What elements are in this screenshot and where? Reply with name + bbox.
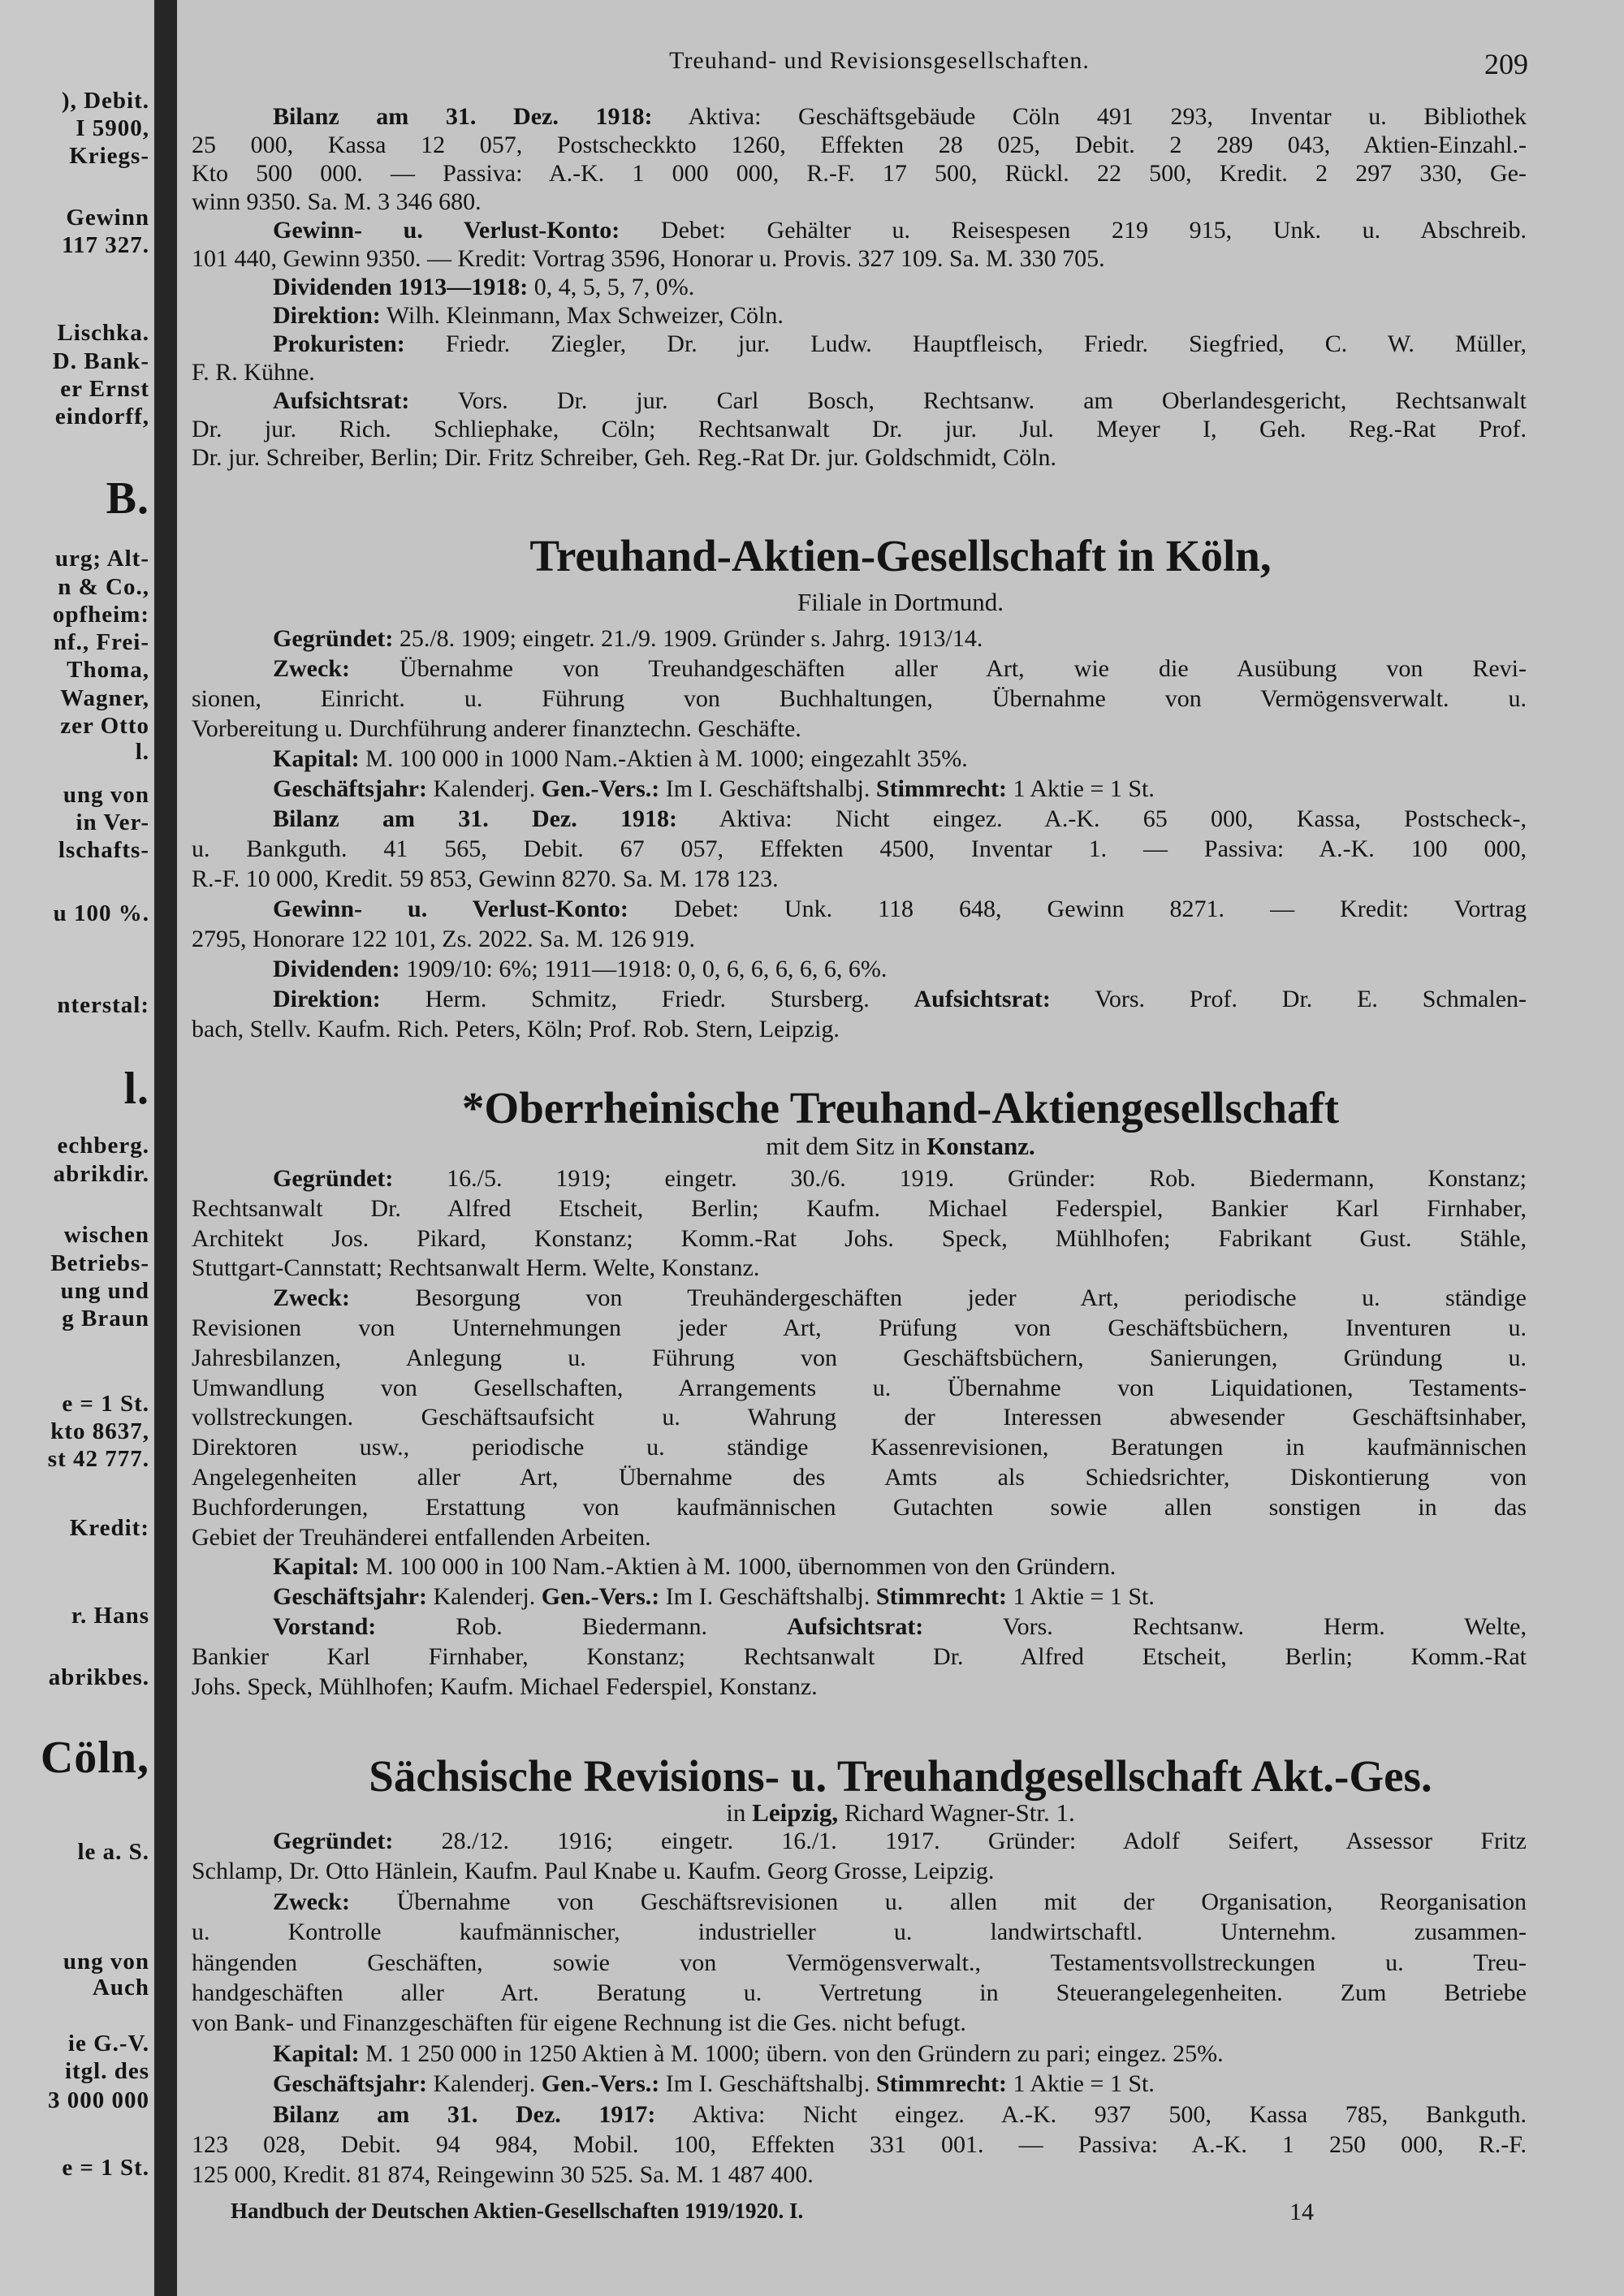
running-title: Treuhand- und Revisionsgesellschaften. (669, 47, 1090, 74)
bold-label: Gegründet: (273, 1165, 394, 1192)
text-segment: Vors. Prof. Dr. E. Schmalen- (1050, 986, 1527, 1012)
bold-label: Gen.-Vers.: (541, 2070, 660, 2098)
text-line (192, 744, 1527, 774)
text-line (192, 273, 1527, 301)
paragraph (192, 774, 1527, 804)
bold-label: Aufsichtsrat: (786, 1612, 924, 1640)
text-segment: Stuttgart-Cannstatt; Rechtsanwalt Herm. Welte, Konstanz. (192, 1254, 760, 1282)
fragment-text: Kredit: (69, 1515, 149, 1541)
text-line (192, 1552, 1527, 1582)
bold-label: Aufsichtsrat: (273, 387, 410, 414)
company-title: Treuhand-Aktien-Gesellschaft in Köln, (529, 531, 1272, 580)
entry-body (192, 102, 1527, 472)
text-line (192, 2008, 1527, 2038)
text-line (192, 1014, 1527, 1044)
fragment-text: n & Co., (58, 574, 149, 600)
fragment-text: I 5900, (76, 115, 149, 141)
bold-label: Kapital: (273, 2039, 360, 2067)
text-segment: Im I. Geschäftshalbj. (659, 775, 876, 802)
text-line (192, 864, 1527, 894)
text-segment: 123 028, Debit. 94 984, Mobil. 100, Effekten 331 001. — Passiva: A.-K. 1 250 000, R.-F. (192, 2130, 1527, 2158)
text-segment: Dr. jur. Rich. Schliephake, Cöln; Rechtsanwalt Dr. jur. Jul. Meyer I, Geh. Reg.-Rat Prof. (192, 416, 1527, 442)
text-line (192, 102, 1527, 131)
text-line (192, 358, 1527, 386)
company-subtitle (177, 1797, 1624, 1829)
document-page (177, 0, 1624, 2296)
bold-label: Gegründet: (273, 1828, 394, 1854)
paragraph (192, 2069, 1527, 2099)
text-segment: Im I. Geschäftshalbj. (659, 1583, 876, 1611)
text-line (192, 1433, 1527, 1463)
text-segment: Vorbereitung u. Durchführung anderer finanztechn. Geschäfte. (192, 715, 801, 742)
text-segment: Aktiva: Nicht eingez. A.-K. 65 000, Kassa, Postscheck-, (677, 805, 1527, 832)
text-segment: Friedr. Ziegler, Dr. jur. Ludw. Hauptfleisch, Friedr. Siegfried, C. W. Müller, (404, 330, 1527, 357)
fragment-text: abrikdir. (53, 1161, 149, 1187)
text-line (192, 924, 1527, 954)
text-segment: 16./5. 1919; eingetr. 30./6. 1919. Gründer: Rob. Biedermann, Konstanz; (393, 1165, 1527, 1192)
text-line (192, 1887, 1527, 1917)
bold-label: Gewinn- u. Verlust-Konto: (273, 217, 620, 244)
bold-label: Stimmrecht: (875, 1583, 1007, 1611)
fragment-text: g Braun (62, 1306, 149, 1331)
text-segment: in (726, 1798, 753, 1827)
fragment-text: nf., Frei- (53, 629, 149, 655)
bold-label: Leipzig, (752, 1798, 839, 1827)
fragment-text: itgl. des (64, 2058, 149, 2084)
company-subtitle (177, 1130, 1624, 1163)
entry-body (192, 1826, 1527, 2190)
text-segment: 101 440, Gewinn 9350. — Kredit: Vortrag 3596, Honorar u. Provis. 327 109. Sa. M. 330 705. (192, 245, 1105, 272)
paragraph (192, 330, 1527, 386)
text-line (192, 684, 1527, 714)
text-segment: 1909/10: 6%; 1911—1918: 0, 0, 6, 6, 6, 6, 6, 6%. (400, 956, 888, 982)
text-line (192, 834, 1527, 864)
text-line (192, 1978, 1527, 2008)
bold-label: Geschäftsjahr: (273, 2070, 427, 2098)
text-line (192, 2130, 1527, 2160)
fragment-text: Betriebs- (50, 1250, 149, 1276)
fragment-text: 3 000 000 (48, 2087, 149, 2113)
text-segment: vollstreckungen. Geschäftsaufsicht u. Wahrung der Interessen abwesender Geschäftsinhaber, (192, 1404, 1527, 1431)
bold-label: Konstanz. (926, 1132, 1035, 1160)
book-gutter (154, 0, 177, 2296)
bold-label: Gen.-Vers.: (541, 1583, 660, 1611)
text-segment: Aktiva: Nicht eingez. A.-K. 937 500, Kassa 785, Bankguth. (655, 2100, 1527, 2128)
page-number: 209 (1484, 48, 1528, 80)
bold-label: Vorstand: (273, 1612, 377, 1640)
text-segment: Rob. Biedermann. (376, 1612, 787, 1640)
paragraph (192, 1284, 1527, 1552)
fragment-text: Wagner, (60, 685, 149, 711)
fragment-text: r. Hans (71, 1603, 149, 1629)
fragment-text: l. (123, 1064, 149, 1114)
paragraph (192, 804, 1527, 894)
text-segment: Umwandlung von Gesellschaften, Arrangements u. Übernahme von Liquidationen, Testaments- (192, 1374, 1527, 1401)
text-segment: M. 100 000 in 100 Nam.-Aktien à M. 1000, übernommen von den Gründern. (359, 1553, 1116, 1581)
fragment-text: in Ver- (76, 809, 149, 835)
text-segment: Angelegenheiten aller Art, Übernahme des Amts als Schiedsrichter, Diskontierung von (192, 1463, 1527, 1491)
text-line (192, 624, 1527, 654)
text-segment: Aktiva: Geschäftsgebäude Cöln 491 293, Inventar u. Bibliothek (652, 103, 1527, 130)
text-segment: Kalenderj. (426, 2070, 542, 2098)
text-line (192, 1344, 1527, 1374)
text-segment: Kalenderj. (426, 775, 542, 802)
text-segment: R.-F. 10 000, Kredit. 59 853, Gewinn 8270. Sa. M. 178 123. (192, 865, 779, 892)
text-line (192, 443, 1527, 472)
fragment-text: u 100 %. (53, 900, 149, 926)
bold-label: Direktion: (273, 302, 381, 329)
text-segment: Bankier Karl Firnhaber, Konstanz; Rechtsanwalt Dr. Alfred Etscheit, Berlin; Komm.-Rat (192, 1642, 1527, 1670)
text-line (192, 415, 1527, 443)
bold-label: Gen.-Vers.: (541, 775, 660, 802)
fragment-text: ie G.-V. (67, 2031, 149, 2056)
text-line (192, 654, 1527, 684)
bold-label: Stimmrecht: (875, 775, 1007, 802)
bold-label: Dividenden 1913—1918: (273, 274, 529, 300)
page-footer (177, 2199, 1624, 2231)
text-segment: Revisionen von Unternehmungen jeder Art, Prüfung von Geschäftsbüchern, Inventuren u. (192, 1314, 1527, 1341)
text-line (192, 1284, 1527, 1314)
text-segment: Architekt Jos. Pikard, Konstanz; Komm.-Rat Johs. Speck, Mühlhofen; Fabrikant Gust. Stähle, (192, 1224, 1527, 1252)
paragraph (192, 984, 1527, 1044)
text-line (192, 1194, 1527, 1224)
text-line (192, 1917, 1527, 1947)
fragment-text: le a. S. (77, 1839, 149, 1865)
paragraph (192, 1612, 1527, 1702)
bold-label: Bilanz am 31. Dez. 1917: (273, 2100, 656, 2128)
fragment-text: st 42 777. (47, 1446, 149, 1472)
paragraph (192, 216, 1527, 273)
text-segment: 125 000, Kredit. 81 874, Reingewinn 30 525. Sa. M. 1 487 400. (192, 2161, 814, 2189)
paragraph (192, 102, 1527, 216)
footer-source: Handbuch der Deutschen Aktien-Gesellschaften 1919/1920. I. (231, 2199, 804, 2223)
company-subtitle (177, 586, 1624, 619)
text-line (192, 2069, 1527, 2099)
text-segment: Vors. Rechtsanw. Herm. Welte, (923, 1612, 1527, 1640)
text-line (192, 1582, 1527, 1612)
paragraph (192, 894, 1527, 954)
text-segment: M. 1 250 000 in 1250 Aktien à M. 1000; übern. von den Gründern zu pari; eingez. 25%. (359, 2039, 1224, 2067)
text-line (192, 1612, 1527, 1642)
text-segment: 1 Aktie = 1 St. (1006, 775, 1155, 802)
text-segment: 25./8. 1909; eingetr. 21./9. 1909. Gründer s. Jahrg. 1913/14. (393, 625, 983, 652)
text-segment: Richard Wagner-Str. 1. (838, 1798, 1075, 1827)
bold-label: Aufsichtsrat: (914, 986, 1051, 1012)
text-segment: winn 9350. Sa. M. 3 346 680. (192, 188, 482, 215)
fragment-text: B. (106, 473, 149, 524)
text-line (192, 954, 1527, 984)
text-line (192, 131, 1527, 159)
text-line (192, 1672, 1527, 1703)
text-segment: Im I. Geschäftshalbj. (659, 2070, 876, 2098)
paragraph (192, 1552, 1527, 1582)
text-segment: bach, Stellv. Kaufm. Rich. Peters, Köln; Prof. Rob. Stern, Leipzig. (192, 1016, 840, 1042)
fragment-text: abrikbes. (48, 1664, 149, 1690)
fragment-text: Kriegs- (69, 143, 149, 169)
fragment-text: opfheim: (52, 602, 149, 628)
signature-mark: 14 (1289, 2199, 1314, 2225)
text-segment: u. Kontrolle kaufmännischer, industrieller u. landwirtschaftl. Unternehm. zusammen- (192, 1918, 1527, 1946)
bold-label: Bilanz am 31. Dez. 1918: (273, 103, 653, 130)
fragment-text: nterstal: (57, 992, 149, 1018)
page-header (177, 47, 1624, 80)
fragment-text: ung von (63, 782, 149, 808)
text-segment: Gebiet der Treuhänderei entfallenden Arbeiten. (192, 1523, 651, 1551)
fragment-text: ung von (63, 1949, 149, 1974)
text-segment: sionen, Einricht. u. Führung von Buchhaltungen, Übernahme von Vermögensverwalt. u. (192, 685, 1527, 712)
text-segment: Übernahme von Treuhandgeschäften aller Art, wie die Ausübung von Revi- (349, 655, 1527, 682)
bold-label: Zweck: (273, 1284, 350, 1312)
adjacent-page-column (0, 0, 153, 2296)
text-line (192, 1254, 1527, 1284)
paragraph (192, 1164, 1527, 1284)
entry-body (192, 624, 1527, 1044)
text-segment: 0, 4, 5, 5, 7, 0%. (528, 274, 695, 300)
fragment-text: l. (135, 739, 149, 765)
text-segment: Vors. Dr. jur. Carl Bosch, Rechtsanw. am Oberlandesgericht, Rechtsanwalt (409, 387, 1527, 414)
text-segment: 1 Aktie = 1 St. (1006, 2070, 1155, 2098)
text-segment: Buchforderungen, Erstattung von kaufmännischen Gutachten sowie allen sonstigen in das (192, 1493, 1527, 1521)
entry-body (192, 1164, 1527, 1702)
fragment-text: eindorff, (54, 404, 149, 429)
text-line (192, 244, 1527, 273)
bold-label: Gewinn- u. Verlust-Konto: (273, 896, 628, 922)
text-segment: handgeschäften aller Art. Beratung u. Vertretung in Steuerangelegenheiten. Zum Betriebe (192, 1979, 1527, 2006)
text-line (192, 1948, 1527, 1978)
paragraph (192, 386, 1527, 472)
fragment-text: ung und (60, 1278, 149, 1304)
text-line (192, 774, 1527, 804)
text-segment: Johs. Speck, Mühlhofen; Kaufm. Michael Federspiel, Konstanz. (192, 1672, 818, 1700)
text-line (192, 188, 1527, 216)
bold-label: Kapital: (273, 1553, 360, 1581)
text-segment: Schlamp, Dr. Otto Hänlein, Kaufm. Paul Knabe u. Kaufm. Georg Grosse, Leipzig. (192, 1858, 995, 1885)
fragment-text: urg; Alt- (54, 546, 149, 572)
text-segment: M. 100 000 in 1000 Nam.-Aktien à M. 1000; eingezahlt 35%. (359, 745, 968, 772)
text-line (192, 1314, 1527, 1344)
paragraph (192, 2039, 1527, 2069)
fragment-text: Thoma, (67, 657, 149, 683)
fragment-text: 117 327. (62, 232, 149, 258)
text-segment: Jahresbilanzen, Anlegung u. Führung von Geschäftsbüchern, Sanierungen, Gründung u. (192, 1344, 1527, 1371)
bold-label: Zweck: (273, 1888, 350, 1915)
text-segment: mit dem Sitz in (766, 1132, 927, 1160)
paragraph (192, 624, 1527, 654)
fragment-text: zer Otto (60, 713, 149, 739)
text-segment: Dr. jur. Schreiber, Berlin; Dir. Fritz Schreiber, Geh. Reg.-Rat Dr. jur. Goldschmidt, Cöln. (192, 444, 1056, 471)
text-line (192, 330, 1527, 358)
text-segment: 28./12. 1916; eingetr. 16./1. 1917. Gründer: Adolf Seifert, Assessor Fritz (393, 1828, 1527, 1854)
text-line (192, 301, 1527, 330)
text-line (192, 1463, 1527, 1493)
fragment-text: Cöln, (40, 1733, 149, 1783)
fragment-text: e = 1 St. (62, 1391, 149, 1417)
text-line (192, 1164, 1527, 1194)
text-segment: Übernahme von Geschäftsrevisionen u. allen mit der Organisation, Reorganisation (349, 1888, 1527, 1915)
text-segment: 2795, Honorare 122 101, Zs. 2022. Sa. M. 126 919. (192, 926, 695, 952)
text-line (192, 714, 1527, 744)
text-line (192, 1224, 1527, 1254)
paragraph (192, 1826, 1527, 1887)
text-segment: von Bank- und Finanzgeschäften für eigene Rechnung ist die Ges. nicht befugt. (192, 2009, 966, 2037)
text-line (192, 1403, 1527, 1433)
text-line (192, 1523, 1527, 1553)
fragment-text: er Ernst (60, 376, 149, 402)
paragraph (192, 1582, 1527, 1612)
text-line (192, 1642, 1527, 1672)
fragment-text: D. Bank- (52, 348, 149, 374)
bold-label: Stimmrecht: (875, 2070, 1007, 2098)
text-segment: Besorgung von Treuhändergeschäften jeder Art, periodische u. ständige (349, 1284, 1527, 1312)
text-segment: hängenden Geschäften, sowie von Vermögensverwalt., Testamentsvollstreckungen u. Treu- (192, 1949, 1527, 1976)
fragment-text: Lischka. (57, 320, 149, 346)
fragment-text: ), Debit. (61, 88, 149, 114)
text-segment: F. R. Kühne. (192, 359, 315, 386)
fragment-text: kto 8637, (50, 1418, 149, 1444)
text-segment: Kto 500 000. — Passiva: A.-K. 1 000 000, R.-F. 17 500, Rückl. 22 500, Kredit. 2 297 330, Ge- (192, 160, 1527, 187)
paragraph (192, 301, 1527, 330)
bold-label: Gegründet: (273, 625, 394, 652)
text-segment: Filiale in Dortmund. (797, 588, 1004, 616)
text-segment: Wilh. Kleinmann, Max Schweizer, Cöln. (380, 302, 784, 329)
bold-label: Prokuristen: (273, 330, 405, 357)
paragraph (192, 273, 1527, 301)
fragment-text: Gewinn (66, 205, 149, 231)
text-line (192, 2039, 1527, 2069)
bold-label: Zweck: (273, 655, 350, 682)
bold-label: Dividenden: (273, 956, 400, 982)
bold-label: Geschäftsjahr: (273, 1583, 427, 1611)
fragment-text: lschafts- (58, 837, 149, 863)
bold-label: Bilanz am 31. Dez. 1918: (273, 805, 678, 832)
text-line (192, 159, 1527, 188)
fragment-text: e = 1 St. (62, 2155, 149, 2181)
text-segment: Kalenderj. (426, 1583, 542, 1611)
text-segment: Rechtsanwalt Dr. Alfred Etscheit, Berlin; Kaufm. Michael Federspiel, Bankier Karl Firnhaber, (192, 1194, 1527, 1222)
bold-label: Direktion: (273, 986, 381, 1012)
text-segment: Herm. Schmitz, Friedr. Stursberg. (380, 986, 914, 1012)
paragraph (192, 654, 1527, 744)
text-line (192, 2100, 1527, 2130)
bold-label: Kapital: (273, 745, 360, 772)
text-line (192, 386, 1527, 415)
text-segment: Direktoren usw., periodische u. ständige Kassenrevisionen, Beratungen in kaufmännischen (192, 1434, 1527, 1461)
text-line (192, 894, 1527, 924)
bold-label: Geschäftsjahr: (273, 775, 427, 802)
text-segment: u. Bankguth. 41 565, Debit. 67 057, Effekten 4500, Inventar 1. — Passiva: A.-K. 100 000, (192, 835, 1527, 862)
paragraph (192, 954, 1527, 984)
paragraph (192, 1887, 1527, 2039)
paragraph (192, 744, 1527, 774)
text-segment: 25 000, Kassa 12 057, Postscheckkto 1260, Effekten 28 025, Debit. 2 289 043, Aktien-Einzahl.- (192, 132, 1527, 158)
text-line (192, 216, 1527, 244)
fragment-text: Auch (92, 1974, 149, 2000)
company-title: Sächsische Revisions- u. Treuhandgesellschaft Akt.-Ges. (369, 1751, 1432, 1801)
paragraph (192, 2100, 1527, 2190)
fragment-text: wischen (63, 1222, 149, 1248)
text-segment: Debet: Unk. 118 648, Gewinn 8271. — Kredit: Vortrag (628, 896, 1527, 922)
text-line (192, 2160, 1527, 2190)
text-line (192, 1493, 1527, 1523)
text-segment: 1 Aktie = 1 St. (1006, 1583, 1155, 1611)
fragment-text: echberg. (57, 1133, 149, 1159)
text-line (192, 804, 1527, 834)
company-title: *Oberrheinische Treuhand-Aktiengesellschaft (461, 1083, 1340, 1133)
text-line (192, 1856, 1527, 1886)
text-line (192, 1826, 1527, 1856)
text-segment: Debet: Gehälter u. Reisespesen 219 915, Unk. u. Abschreib. (620, 217, 1527, 244)
text-line (192, 1374, 1527, 1404)
text-line (192, 984, 1527, 1014)
